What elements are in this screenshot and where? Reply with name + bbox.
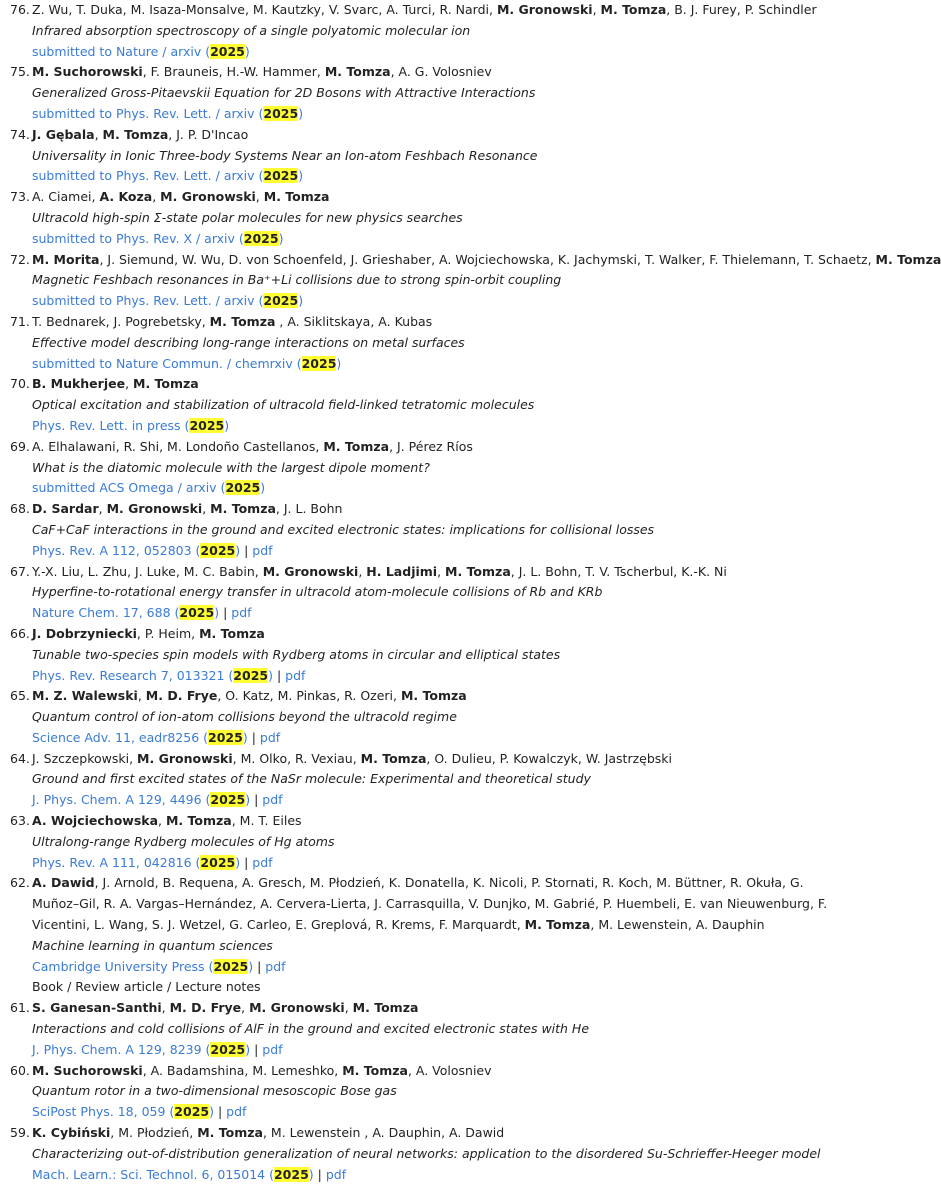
pdf-link[interactable]: pdf [252, 542, 273, 558]
paren-close: ) [235, 854, 241, 870]
entry-number: 59. [10, 1125, 30, 1141]
paren-close: ) [244, 43, 250, 59]
separator: | [240, 854, 253, 870]
group-author: M. Tomza [323, 438, 390, 454]
group-author: M. Z. Walewski [32, 688, 138, 704]
author-text: , [158, 813, 166, 829]
author-list [32, 62, 847, 83]
paper-title: Ultralong-range Rydberg molecules of Hg atoms [32, 833, 335, 849]
group-author: J. Gębala [32, 126, 95, 142]
paren-open: ( [165, 1104, 175, 1120]
reference-line [32, 42, 847, 63]
pdf-link[interactable]: pdf [231, 605, 252, 621]
author-text: , [255, 189, 264, 205]
separator: | [240, 542, 253, 558]
publication-entry [0, 0, 847, 62]
author-text: A. Elhalawani, R. Shi, M. Londoño Castellanos, [32, 438, 324, 454]
paren-open: ( [216, 480, 226, 496]
paren-close: ) [235, 542, 241, 558]
reference-line [32, 1040, 847, 1061]
paren-open: ( [204, 958, 214, 974]
group-author: M. Tomza [360, 750, 427, 766]
separator: | [250, 1041, 263, 1057]
entry-number: 61. [10, 1000, 30, 1016]
group-author: A. Dawid [32, 875, 95, 891]
paren-open: ( [224, 667, 234, 683]
group-author: M. Tomza [209, 313, 276, 329]
paren-open: ( [170, 605, 180, 621]
group-author: M. Tomza [445, 563, 511, 579]
author-list [32, 250, 941, 271]
author-text: , A. Siklitskaya, A. Kubas [275, 313, 433, 329]
author-text: Y.-X. Liu, L. Zhu, J. Luke, M. C. Babin, [32, 563, 263, 579]
separator: | [247, 729, 260, 745]
paper-title: Quantum control of ion-atom collisions beyond the ultracold regime [32, 709, 457, 725]
entry-number: 70. [10, 376, 30, 392]
author-text: , O. Katz, M. Pinkas, R. Ozeri, [217, 688, 401, 704]
author-text: , [344, 1000, 353, 1016]
entry-number: 76. [10, 2, 30, 17]
entry-number: 72. [10, 251, 30, 267]
entry-number: 64. [10, 750, 30, 766]
paper-title: Optical excitation and stabilization of ultracold field-linked tetratomic molecules [32, 397, 535, 413]
publication-entry [0, 1123, 847, 1185]
group-author: K. Cybiński [32, 1125, 111, 1141]
reference-line [32, 1102, 847, 1123]
paren-close: ) [308, 1166, 314, 1182]
author-list [32, 749, 847, 770]
group-author: M. Tomza [324, 64, 391, 80]
journal-link[interactable]: J. Phys. Chem. A 129, 8239 [32, 1041, 202, 1057]
publication-entry [0, 437, 847, 499]
author-text: A. Ciamei, [32, 189, 100, 205]
separator: | [219, 605, 232, 621]
paren-close: ) [298, 293, 304, 309]
pdf-link[interactable]: pdf [226, 1104, 247, 1120]
group-author: H. Ladjimi [366, 563, 438, 579]
year-badge: 2025 [174, 1104, 210, 1120]
reference-line [32, 603, 847, 624]
paren-open: ( [191, 542, 201, 558]
paper-title: Magnetic Feshbach resonances in Ba⁺+Li collisions due to strong spin-orbit coupling [32, 272, 562, 288]
author-list [32, 312, 847, 333]
paren-close: ) [209, 1104, 214, 1120]
entry-number: 69. [10, 438, 30, 454]
paren-open: ( [180, 417, 190, 433]
year-badge: 2025 [213, 958, 249, 974]
pdf-link[interactable]: pdf [262, 792, 283, 808]
year-badge: 2025 [273, 1166, 309, 1182]
paper-title: Tunable two-species spin models with Rydberg atoms in circular and elliptical states [32, 646, 561, 662]
group-author: M. Gronowski [160, 189, 256, 205]
author-text: , J. L. Bohn [275, 501, 343, 517]
pdf-link[interactable]: pdf [259, 729, 281, 745]
journal-link[interactable]: submitted to Phys. Rev. Lett. / arxiv [32, 168, 255, 184]
publication-entry [0, 1061, 847, 1123]
group-author: M. Tomza [102, 126, 169, 142]
journal-link[interactable]: Phys. Rev. Research 7, 013321 [32, 667, 225, 683]
paren-open: ( [234, 230, 244, 246]
author-text: , A. Badamshina, M. Lemeshko, [142, 1062, 343, 1078]
group-author: D. Sardar [32, 501, 99, 517]
author-list [32, 686, 847, 707]
entry-number: 75. [10, 64, 30, 80]
journal-link[interactable]: Science Adv. 11, eadr8256 [32, 729, 200, 745]
publication-entry [0, 873, 847, 998]
separator: | [253, 958, 266, 974]
year-badge: 2025 [210, 792, 246, 808]
author-list [32, 1123, 847, 1144]
paper-title: Effective model describing long-range interactions on metal surfaces [32, 334, 465, 350]
paren-close: ) [298, 168, 304, 184]
author-text: , J. Arnold, B. Requena, A. Gresch, M. Płodzień, K. Donatella, K. Nicoli, P. Stornati, R. Koch, M. Büttner, R. Okuła, G. Muñoz–Gil, R. A. Vargas–Hernández, A. Cervera-Lierta, J. Carrasquilla, V. Dunjko, M. Gabrié, P. Huembeli, E. van Nieuwenburg, F. Vicentini, L. Wang, S. J. Wetzel, G. Carleo, E. Greplová, R. Krems, F. Marquardt, [32, 875, 828, 933]
group-author: M. Tomza [875, 251, 941, 267]
year-badge: 2025 [200, 854, 236, 870]
group-author: M. Gronowski [249, 1000, 345, 1016]
journal-link[interactable]: Mach. Learn.: Sci. Technol. 6, 015014 [32, 1166, 266, 1182]
paren-close: ) [214, 605, 220, 621]
publication-entry [0, 562, 847, 624]
reference-line [32, 541, 847, 562]
journal-link[interactable]: J. Phys. Chem. A 129, 4496 [32, 792, 202, 808]
author-list [32, 0, 847, 21]
author-text: , A. Volosniev [407, 1062, 492, 1078]
year-badge: 2025 [301, 355, 337, 371]
author-text: , J. L. Bohn, T. V. Tscherbul, K.-K. Ni [510, 563, 727, 579]
group-author: M. Tomza [197, 1125, 263, 1141]
publication-entry [0, 374, 847, 436]
group-author: M. Gronowski [137, 750, 233, 766]
year-badge: 2025 [210, 43, 245, 59]
group-author: M. Tomza [133, 376, 199, 392]
paper-title: Infrared absorption spectroscopy of a single polyatomic molecular ion [32, 22, 471, 38]
entry-number: 67. [10, 563, 30, 579]
reference-line [32, 790, 847, 811]
author-text: , [358, 563, 367, 579]
year-badge: 2025 [179, 605, 215, 621]
reference-line [32, 666, 847, 687]
group-author: A. Wojciechowska [32, 813, 159, 829]
pdf-link[interactable]: pdf [325, 1166, 347, 1182]
reference-line [32, 1165, 847, 1186]
group-author: M. Morita [32, 251, 100, 267]
paren-close: ) [245, 792, 251, 808]
entry-number: 68. [10, 501, 30, 517]
group-author: M. D. Frye [145, 688, 218, 704]
paren-close: ) [278, 230, 284, 246]
group-author: B. Mukherjee [32, 376, 126, 392]
year-badge: 2025 [210, 1041, 246, 1057]
group-author: M. Gronowski [106, 501, 203, 517]
year-badge: 2025 [225, 480, 261, 496]
year-badge: 2025 [243, 230, 279, 246]
author-list [32, 873, 847, 935]
reference-line [32, 416, 847, 437]
entry-number: 62. [10, 875, 30, 891]
author-text: , O. Dulieu, P. Kowalczyk, W. Jastrzębski [426, 750, 672, 766]
paren-open: ( [254, 105, 264, 121]
paper-title: CaF+CaF interactions in the ground and excited electronic states: implications for collisional losses [32, 521, 655, 537]
author-text: , M. Lewenstein , A. Dauphin, A. Dawid [262, 1125, 505, 1141]
paper-title: Generalized Gross-Pitaevskii Equation for 2D Bosons with Attractive Interactions [32, 85, 536, 101]
group-author: M. Tomza [199, 625, 265, 641]
separator: | [272, 667, 286, 683]
group-author: M. Tomza [342, 1062, 408, 1078]
author-list [32, 624, 847, 645]
paren-open: ( [201, 792, 211, 808]
journal-link[interactable]: submitted to Phys. Rev. Lett. / arxiv [32, 293, 255, 309]
paren-close: ) [248, 958, 254, 974]
author-list [32, 437, 847, 458]
journal-link[interactable]: Nature Chem. 17, 688 [32, 605, 171, 621]
paper-title: Quantum rotor in a two-dimensional mesoscopic Bose gas [32, 1083, 397, 1099]
pdf-link[interactable]: pdf [265, 958, 286, 974]
author-list [32, 374, 847, 395]
publication-entry [0, 998, 847, 1060]
paren-open: ( [201, 1041, 211, 1057]
publication-entry [0, 187, 847, 249]
paper-title: Universality in Ionic Three-body Systems Near an Ion-atom Feshbach Resonance [32, 147, 538, 163]
group-author: M. Tomza [210, 501, 276, 517]
group-author: M. Tomza [524, 917, 591, 933]
paren-close: ) [245, 1041, 251, 1057]
group-author: A. Koza [99, 189, 153, 205]
paper-title: Ultracold high-spin Σ-state polar molecules for new physics searches [32, 209, 463, 225]
author-list [32, 562, 847, 583]
author-text: , [94, 126, 103, 142]
paren-close: ) [224, 417, 230, 433]
paren-close: ) [260, 480, 266, 496]
paren-open: ( [292, 355, 302, 371]
group-author: M. Tomza [263, 189, 330, 205]
year-badge: 2025 [263, 293, 299, 309]
publication-entry [0, 686, 847, 748]
paper-title: What is the diatomic molecule with the largest dipole moment? [32, 459, 430, 475]
author-text: , [137, 688, 146, 704]
author-text: T. Bednarek, J. Pogrebetsky, [32, 313, 210, 329]
entry-number: 60. [10, 1062, 30, 1078]
paren-close: ) [298, 105, 304, 121]
reference-line [32, 853, 847, 874]
entry-number: 65. [10, 688, 30, 704]
author-text: , J. P. D'Incao [168, 126, 249, 142]
author-text: , B. J. Furey, P. Schindler [666, 2, 817, 17]
publication-type-note: Book / Review article / Lecture notes [32, 979, 261, 995]
year-badge: 2025 [208, 729, 243, 745]
author-list [32, 125, 847, 146]
paren-open: ( [254, 293, 264, 309]
group-author: M. Suchorowski [32, 1062, 143, 1078]
publication-entry [0, 62, 847, 124]
author-text: , [125, 376, 134, 392]
author-text: , M. Lewenstein, A. Dauphin [590, 917, 765, 933]
author-text: , [98, 501, 107, 517]
journal-link[interactable]: submitted to Nature / arxiv [32, 43, 202, 59]
paren-open: ( [265, 1166, 274, 1182]
author-text: , P. Heim, [136, 625, 200, 641]
paren-open: ( [201, 43, 211, 59]
group-author: M. Tomza [600, 2, 667, 17]
author-text: , [437, 563, 446, 579]
author-text: , M. Olko, R. Vexiau, [232, 750, 361, 766]
author-text: , M. T. Eiles [231, 813, 302, 829]
author-text: , M. Płodzień, [110, 1125, 198, 1141]
author-text: , J. Pérez Ríos [389, 438, 473, 454]
paren-open: ( [199, 729, 209, 745]
author-text: , F. Brauneis, H.-W. Hammer, [142, 64, 325, 80]
pdf-link[interactable]: pdf [262, 1041, 283, 1057]
entry-number: 71. [10, 313, 30, 329]
publication-entry [0, 312, 847, 374]
journal-link[interactable]: SciPost Phys. 18, 059 [32, 1104, 166, 1120]
paper-title: Hyperfine-to-rotational energy transfer in ultracold atom-molecule collisions of Rb and KRb [32, 584, 603, 600]
author-list [32, 187, 847, 208]
paper-title: Interactions and cold collisions of AlF in the ground and excited electronic states with He [32, 1021, 590, 1037]
publication-entry [0, 749, 847, 811]
author-text: , J. Siemund, W. Wu, D. von Schoenfeld, J. Grieshaber, A. Wojciechowska, K. Jachymski, T. Walker, F. Thielemann, T. Schaetz, [99, 251, 876, 267]
paren-open: ( [191, 854, 201, 870]
reference-line [32, 354, 847, 375]
entry-number: 74. [10, 126, 30, 142]
group-author: M. Tomza [165, 813, 232, 829]
group-author: M. D. Frye [169, 1000, 242, 1016]
paren-close: ) [242, 729, 248, 745]
paper-title: Ground and first excited states of the NaSr molecule: Experimental and theoretical study [32, 771, 591, 787]
year-badge: 2025 [189, 417, 225, 433]
group-author: M. Tomza [352, 1000, 419, 1016]
separator: | [313, 1166, 326, 1182]
group-author: M. Suchorowski [32, 64, 143, 80]
entry-number: 66. [10, 625, 30, 641]
reference-line [32, 229, 847, 250]
entry-number: 73. [10, 189, 30, 205]
author-text: , A. G. Volosniev [390, 64, 492, 80]
reference-line [32, 478, 847, 499]
separator: | [250, 792, 263, 808]
journal-link[interactable]: Phys. Rev. A 111, 042816 [32, 854, 192, 870]
year-badge: 2025 [263, 168, 299, 184]
group-author: M. Tomza [400, 688, 467, 704]
publication-entry [0, 811, 847, 873]
paper-title: Machine learning in quantum sciences [32, 937, 273, 953]
author-text: , [202, 501, 211, 517]
paren-close: ) [268, 667, 273, 683]
entry-number: 63. [10, 813, 30, 829]
author-text: , [152, 189, 161, 205]
author-list [32, 499, 847, 520]
publication-entry [0, 125, 847, 187]
group-author: M. Gronowski [496, 2, 593, 17]
author-text: , [241, 1000, 250, 1016]
journal-link[interactable]: submitted to Phys. Rev. X / arxiv [32, 230, 235, 246]
reference-line [32, 166, 847, 187]
author-list [32, 1061, 847, 1082]
journal-link[interactable]: Phys. Rev. Lett. in press [32, 417, 181, 433]
author-text: , [592, 2, 601, 17]
journal-link[interactable]: submitted ACS Omega / arxiv [32, 480, 217, 496]
journal-link[interactable]: submitted to Nature Commun. / chemrxiv [32, 355, 293, 371]
reference-line [32, 291, 847, 312]
publication-entry [0, 250, 941, 312]
year-badge: 2025 [200, 542, 236, 558]
pdf-link[interactable]: pdf [285, 667, 306, 683]
separator: | [213, 1104, 227, 1120]
author-list [32, 811, 847, 832]
pdf-link[interactable]: pdf [252, 854, 273, 870]
author-text: J. Szczepkowski, [32, 750, 138, 766]
journal-link[interactable]: Cambridge University Press [32, 958, 205, 974]
author-text: , [161, 1000, 170, 1016]
paren-close: ) [336, 355, 342, 371]
author-text: Z. Wu, T. Duka, M. Isaza-Monsalve, M. Kautzky, V. Svarc, A. Turci, R. Nardi, [32, 2, 497, 17]
journal-link[interactable]: submitted to Phys. Rev. Lett. / arxiv [32, 105, 255, 121]
publication-entry [0, 624, 847, 686]
group-author: S. Ganesan-Santhi [32, 1000, 162, 1016]
paper-title: Characterizing out-of-distribution generalization of neural networks: application to the disordered Su-Schrieffer-Heeger model [32, 1145, 821, 1161]
group-author: M. Gronowski [262, 563, 359, 579]
reference-line [32, 104, 847, 125]
reference-line [32, 728, 847, 749]
author-list [32, 998, 847, 1019]
paren-open: ( [254, 168, 264, 184]
group-author: J. Dobrzyniecki [32, 625, 137, 641]
year-badge: 2025 [233, 667, 269, 683]
year-badge: 2025 [263, 105, 299, 121]
journal-link[interactable]: Phys. Rev. A 112, 052803 [32, 542, 192, 558]
reference-line [32, 957, 847, 978]
publication-entry [0, 499, 847, 561]
